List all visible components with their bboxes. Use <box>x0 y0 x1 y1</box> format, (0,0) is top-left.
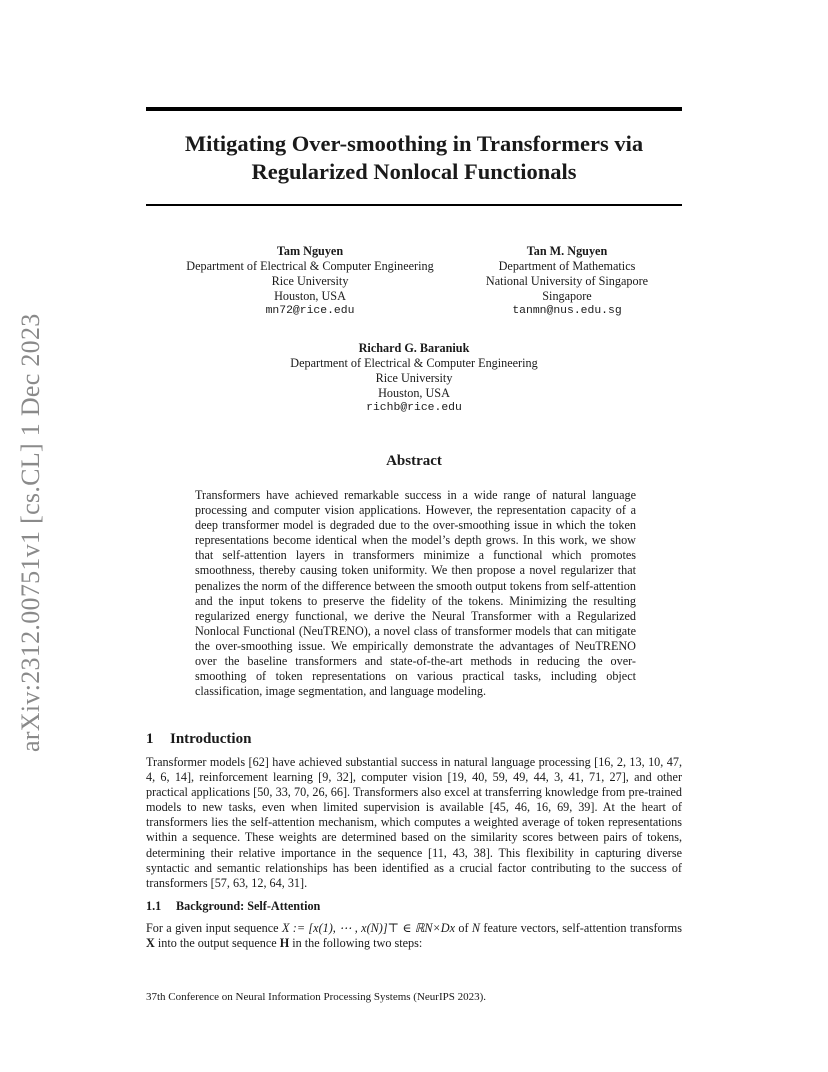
abstract-text: Transformers have achieved remarkable success in a wide range of natural language processing and computer vision applications. However, the representation capacity of a deep transformer model is degraded due to the over-smoothing issue in which the token representations become identical when the model’s depth grows. In this work, we show that self-attention layers in transformers minimize a functional which promotes smoothness, thereby causing token uniformity. We then propose a novel regularizer that penalizes the norm of the difference between the smooth output tokens from self-attention and the input tokens to preserve the fidelity of the tokens. Minimizing the resulting regularized energy functional, we derive the Neural Transformer with a Regularized Nonlocal Functional (NeuTRENO), a novel class of transformer models that can mitigate the over-smoothing issue. We empirically demonstrate the advantages of NeuTRENO over the baseline transformers and state-of-the-art methods in reducing the over-smoothing of token representations on various practical tasks, including object classification, image segmentation, and language modeling. <box>195 488 636 699</box>
section-title: Introduction <box>170 731 252 747</box>
author-location: Houston, USA <box>378 386 450 400</box>
subsection-heading-self-attention <box>146 899 320 914</box>
paragraph-text: For a given input sequence <box>146 921 282 935</box>
author-institution: Rice University <box>271 274 349 288</box>
author-department: Department of Mathematics <box>498 259 636 273</box>
math-input-sequence: X := [x(1), ⋯ , x(N)]⊤ ∈ ℝN×Dx <box>281 921 455 935</box>
subsection-number: 1.1 <box>146 899 162 913</box>
title-top-rule <box>146 107 682 111</box>
paper-title-line-2: Regularized Nonlocal Functionals <box>251 159 577 184</box>
math-x: X <box>146 936 155 951</box>
author-institution: National University of Singapore <box>485 274 649 288</box>
author-name: Tan M. Nguyen <box>526 244 608 258</box>
author-department: Department of Electrical & Computer Engineering <box>290 356 538 370</box>
paragraph-text: into the output sequence <box>154 936 280 951</box>
arxiv-identifier-watermark: arXiv:2312.00751v1 [cs.CL] 1 Dec 2023 <box>16 313 45 752</box>
author-email[interactable]: richb@rice.edu <box>366 402 462 414</box>
paragraph-text: in the following two steps: <box>289 936 423 951</box>
abstract-heading: Abstract <box>386 453 442 469</box>
title-bottom-rule <box>146 204 682 206</box>
author-name: Richard G. Baraniuk <box>358 341 470 355</box>
subsection-title: Background: Self-Attention <box>176 899 321 913</box>
paragraph-text: feature vectors, self-attention transforms <box>480 921 682 935</box>
self-attention-paragraph <box>146 921 682 951</box>
paper-title-line-1: Mitigating Over-smoothing in Transformers via <box>184 131 644 156</box>
introduction-paragraph: Transformer models [62] have achieved substantial success in natural language processing [16, 2, 13, 10, 47, 4, 6, 14], reinforcement learning [9, 32], computer vision [19, 40, 59, 49, 44, 3, 41, 71, 27], and other practical applications [50, 33, 70, 26, 66]. Transformers also excel at transferring knowledge from pre-trained models to new tasks, even when limited supervision is available [45, 46, 16, 69, 39]. At the heart of transformers lies the self-attention mechanism, which computes a weighted average of token representations within a sequence. These weights are determined based on the similarity scores between pairs of tokens, determining their relative importance in the sequence [11, 43, 38]. This flexibility in capturing diverse syntactic and semantic relationships has been identified as a crucial factor contributing to the success of transformers [57, 63, 12, 64, 31]. <box>146 755 682 890</box>
section-number: 1 <box>146 731 154 747</box>
author-department: Department of Electrical & Computer Engineering <box>186 259 434 273</box>
section-heading-introduction <box>146 731 251 748</box>
author-block-2 <box>462 244 672 319</box>
author-block-1 <box>160 244 460 319</box>
author-email[interactable]: tanmn@nus.edu.sg <box>512 305 622 317</box>
math-h: H <box>279 936 290 951</box>
conference-footnote: 37th Conference on Neural Information Processing Systems (NeurIPS 2023). <box>146 991 487 1003</box>
author-block-3 <box>264 341 564 416</box>
author-location: Houston, USA <box>274 289 346 303</box>
author-email[interactable]: mn72@rice.edu <box>265 305 355 317</box>
author-name: Tam Nguyen <box>276 244 344 258</box>
author-location: Singapore <box>542 289 592 303</box>
math-n: N <box>471 921 481 935</box>
paragraph-text: of <box>455 921 472 935</box>
paper-title <box>146 130 682 186</box>
author-institution: Rice University <box>375 371 453 385</box>
